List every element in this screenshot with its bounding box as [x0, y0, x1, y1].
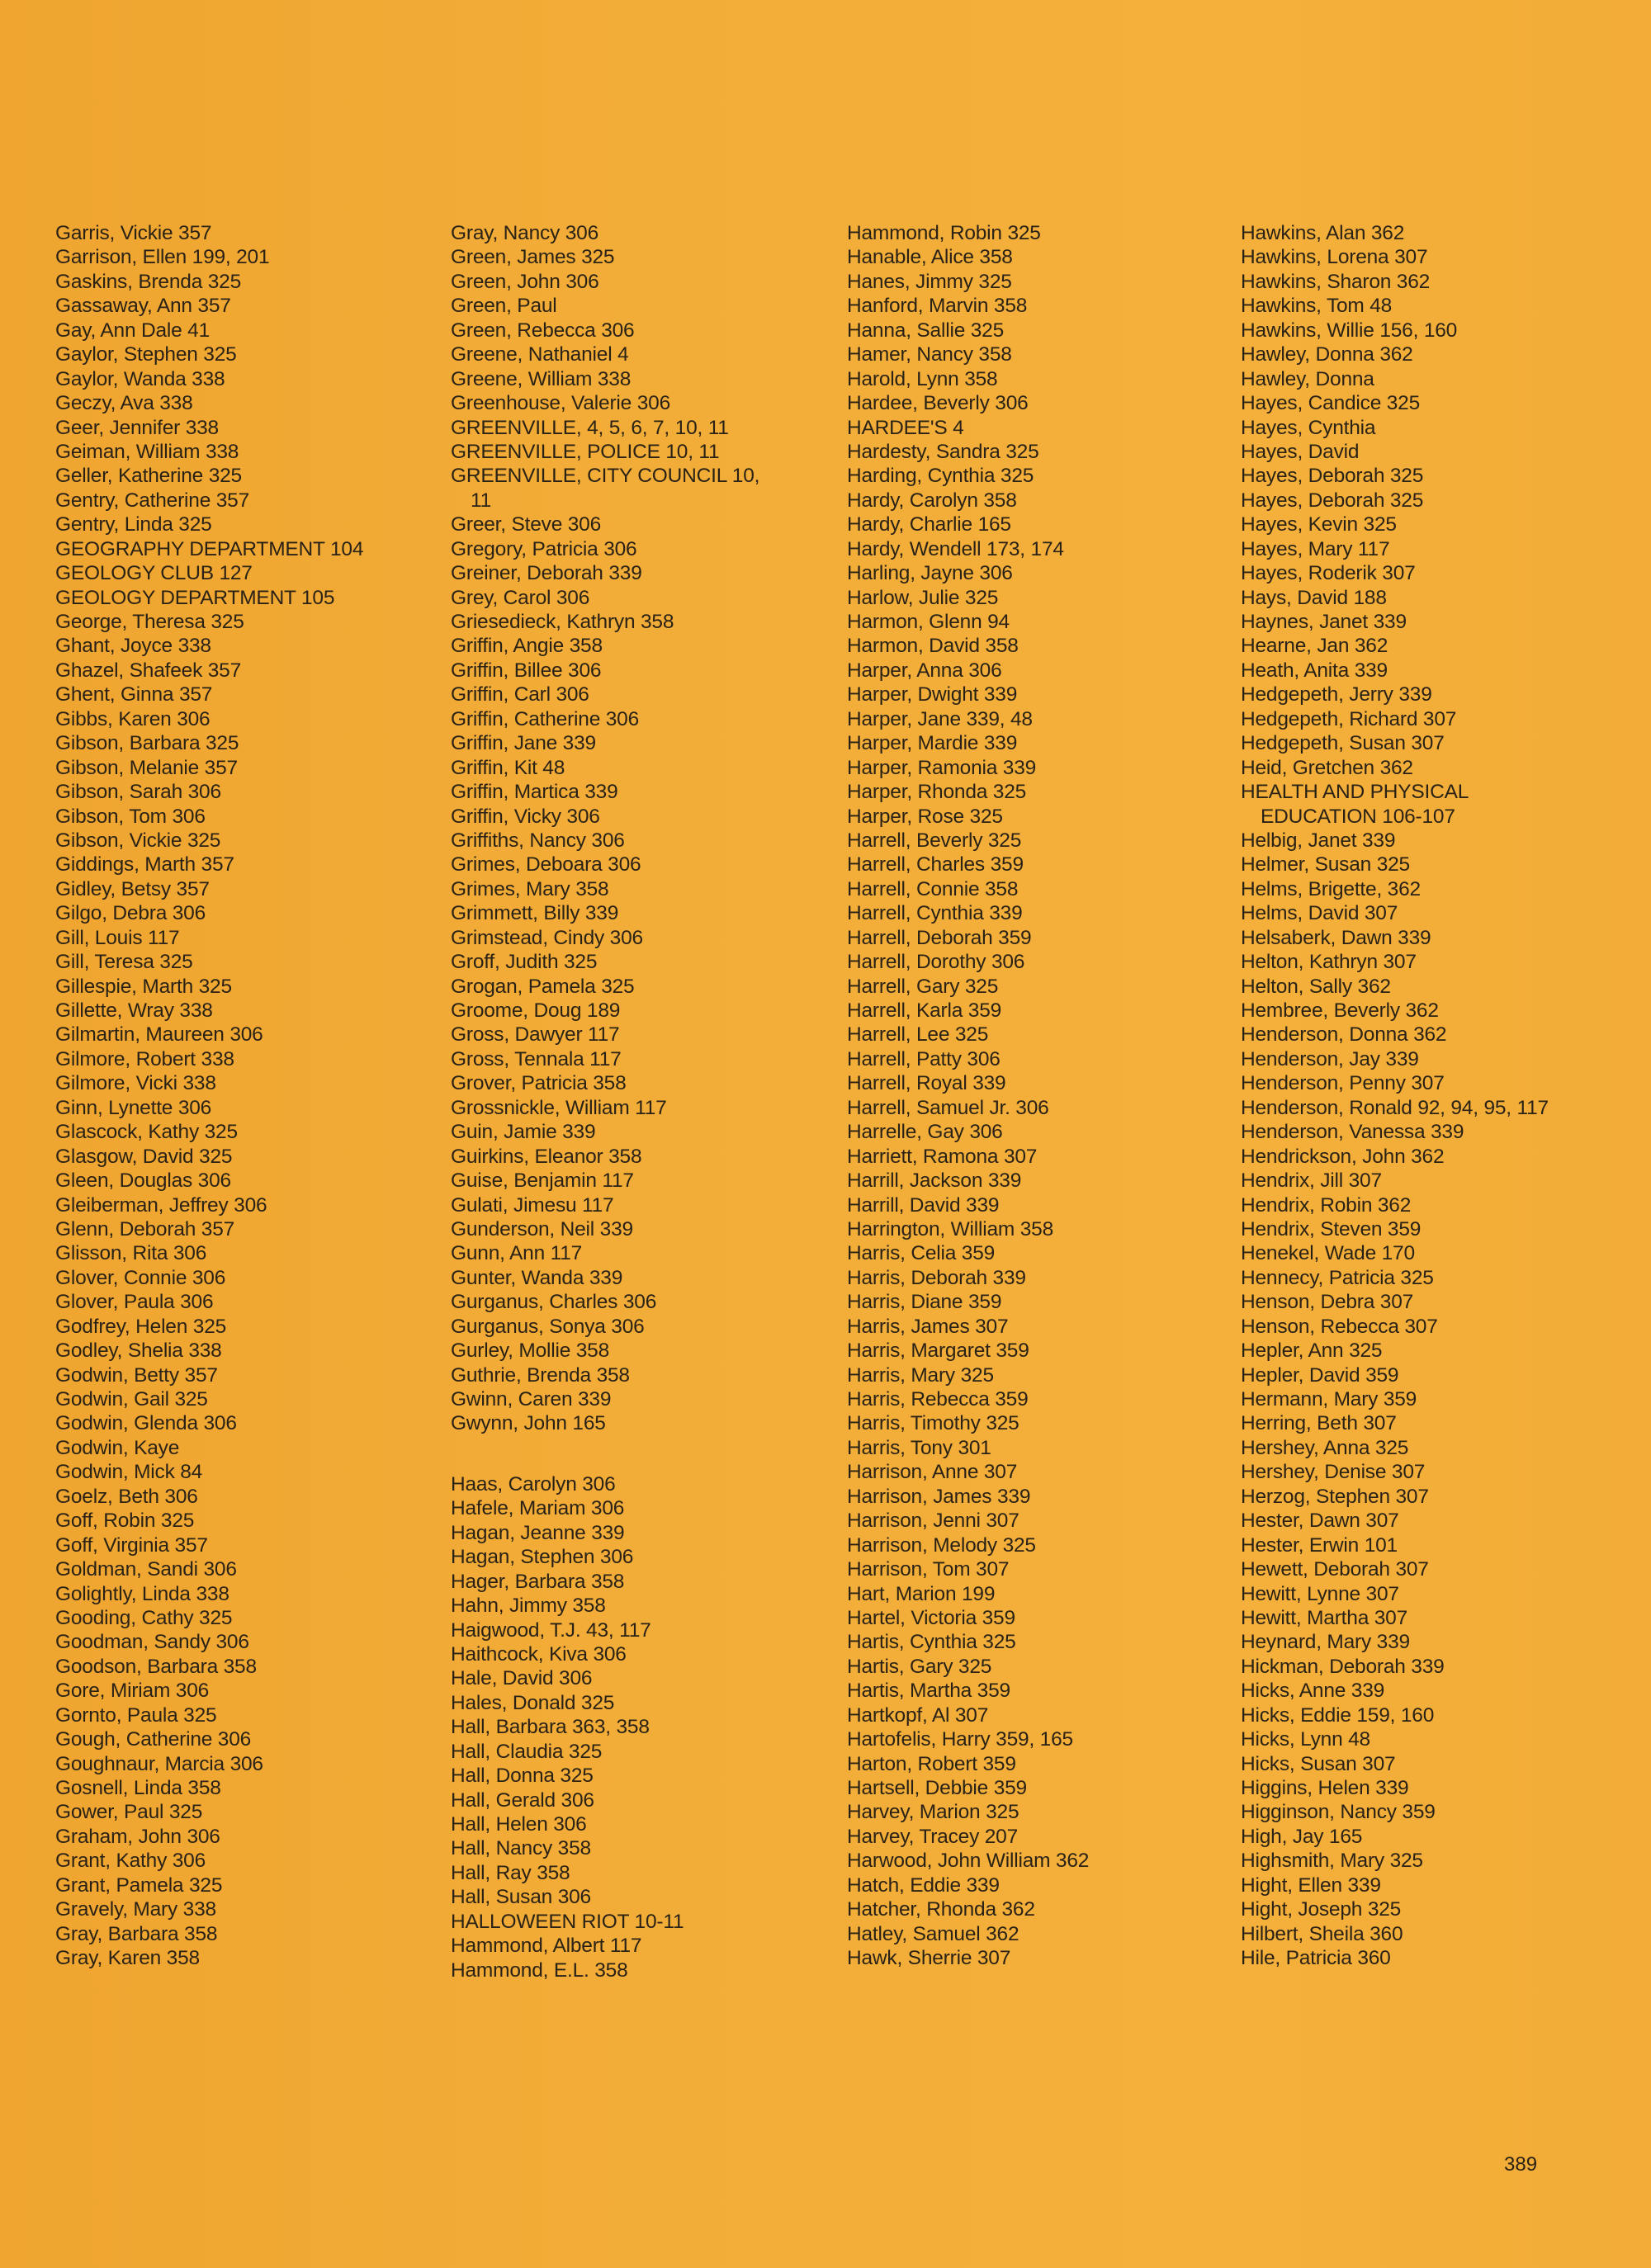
index-entry: Hager, Barbara 358: [451, 1570, 625, 1593]
index-entry: Harrison, Anne 307: [847, 1461, 1018, 1484]
index-entry: Garrison, Ellen 199, 201: [55, 246, 270, 269]
index-entry: Greer, Steve 306: [451, 513, 602, 536]
index-entry: Greenhouse, Valerie 306: [451, 392, 670, 415]
index-entry: Geller, Katherine 325: [55, 465, 242, 488]
index-entry: Harding, Cynthia 325: [847, 465, 1034, 488]
index-entry: Hagan, Stephen 306: [451, 1546, 634, 1569]
index-entry: Gunderson, Neil 339: [451, 1217, 633, 1240]
index-entry: Hilbert, Sheila 360: [1241, 1922, 1403, 1945]
index-entry: Hall, Gerald 306: [451, 1788, 594, 1812]
index-entry: Helms, David 307: [1241, 902, 1398, 925]
index-entry: Harris, Mary 325: [847, 1363, 994, 1387]
index-entry: Greiner, Deborah 339: [451, 562, 642, 585]
index-entry: Hayes, Candice 325: [1241, 392, 1421, 415]
index-entry: Harper, Ramonia 339: [847, 756, 1037, 779]
index-entry: Gross, Tennala 117: [451, 1047, 622, 1070]
index-entry: EDUCATION 106-107: [1261, 805, 1455, 828]
index-entry: Hartel, Victoria 359: [847, 1606, 1015, 1629]
index-entry: Gulati, Jimesu 117: [451, 1193, 614, 1217]
index-entry: George, Theresa 325: [55, 611, 244, 633]
index-entry: Hicks, Eddie 159, 160: [1241, 1703, 1435, 1727]
index-entry: Hardy, Wendell 173, 174: [847, 537, 1064, 560]
index-entry: Henderson, Ronald 92, 94, 95, 117: [1241, 1096, 1549, 1119]
index-entry: Helton, Kathryn 307: [1241, 951, 1417, 974]
index-entry: Griffin, Angie 358: [451, 635, 603, 658]
index-entry: Hall, Barbara 363, 358: [451, 1716, 650, 1739]
page-number: 389: [1504, 2153, 1538, 2176]
index-entry: Geer, Jennifer 338: [55, 416, 219, 439]
index-entry: Ghant, Joyce 338: [55, 635, 211, 658]
index-entry: Hearne, Jan 362: [1241, 635, 1388, 658]
index-entry: Gough, Catherine 306: [55, 1728, 252, 1751]
index-entry: Gibson, Sarah 306: [55, 781, 221, 804]
index-entry: Harris, Margaret 359: [847, 1340, 1029, 1363]
index-entry: Harrell, Lee 325: [847, 1023, 989, 1047]
index-entry: Hammond, E.L. 358: [451, 1959, 628, 1982]
index-column-3: [847, 221, 1235, 1971]
index-entry: Greene, Nathaniel 4: [451, 343, 629, 366]
index-entry: Gill, Teresa 325: [55, 951, 193, 974]
index-entry: Herring, Beth 307: [1241, 1412, 1397, 1435]
index-entry: Hight, Joseph 325: [1241, 1898, 1402, 1921]
index-entry: Henson, Rebecca 307: [1241, 1315, 1438, 1338]
index-entry: Harris, Celia 359: [847, 1242, 996, 1265]
index-entry: Hayes, Deborah 325: [1241, 489, 1424, 512]
index-entry: Harvey, Tracey 207: [847, 1825, 1019, 1848]
index-entry: GEOGRAPHY DEPARTMENT 104: [55, 537, 364, 560]
index-entry: Harrill, Jackson 339: [847, 1169, 1022, 1193]
index-entry: Godley, Shelia 338: [55, 1340, 222, 1363]
index-entry: Hendrix, Jill 307: [1241, 1169, 1382, 1193]
index-entry: Gregory, Patricia 306: [451, 537, 637, 560]
index-entry: Harrelle, Gay 306: [847, 1121, 1003, 1144]
index-entry: Hepler, David 359: [1241, 1363, 1399, 1387]
index-entry: Guthrie, Brenda 358: [451, 1363, 630, 1387]
index-entry: Harper, Jane 339, 48: [847, 707, 1033, 730]
index-entry: Harrington, William 358: [847, 1217, 1054, 1240]
index-entry: Hayes, Deborah 325: [1241, 465, 1424, 488]
index-entry: Gravely, Mary 338: [55, 1898, 216, 1921]
index-entry: Glasgow, David 325: [55, 1145, 233, 1168]
index-entry: Hagan, Jeanne 339: [451, 1521, 625, 1544]
index-entry: Grant, Kathy 306: [55, 1850, 206, 1873]
index-entry: Harrell, Charles 359: [847, 853, 1024, 876]
index-entry: Harrell, Patty 306: [847, 1047, 1001, 1070]
index-entry: Goodman, Sandy 306: [55, 1631, 249, 1654]
index-entry: Hermann, Mary 359: [1241, 1388, 1417, 1410]
index-entry: Hatcher, Rhonda 362: [847, 1898, 1035, 1921]
index-entry: Haithcock, Kiva 306: [451, 1642, 627, 1666]
index-entry: Goff, Robin 325: [55, 1510, 195, 1533]
index-entry: Grey, Carol 306: [451, 586, 590, 609]
index-entry: GEOLOGY DEPARTMENT 105: [55, 586, 335, 609]
index-entry: HEALTH AND PHYSICAL: [1241, 781, 1469, 804]
index-entry: Harling, Jayne 306: [847, 562, 1013, 585]
index-entry: Hamer, Nancy 358: [847, 343, 1012, 366]
index-entry: Hall, Susan 306: [451, 1886, 591, 1909]
index-entry: Gilmore, Robert 338: [55, 1047, 234, 1070]
index-entry: Hanna, Sallie 325: [847, 319, 1005, 342]
index-entry: Harriett, Ramona 307: [847, 1145, 1038, 1168]
index-entry: Hendrix, Steven 359: [1241, 1217, 1422, 1240]
index-entry: HALLOWEEN RIOT 10-11: [451, 1910, 684, 1933]
index-entry: Hawkins, Sharon 362: [1241, 270, 1431, 293]
index-entry: Harrell, Dorothy 306: [847, 951, 1025, 974]
index-entry: Griffin, Martica 339: [451, 781, 618, 804]
index-entry: Gentry, Catherine 357: [55, 489, 250, 512]
index-entry: Helton, Sally 362: [1241, 975, 1391, 998]
index-entry: Hall, Nancy 358: [451, 1837, 591, 1860]
index-entry: Higgins, Helen 339: [1241, 1777, 1409, 1799]
index-entry: Hedgepeth, Jerry 339: [1241, 683, 1432, 706]
index-entry: Gooding, Cathy 325: [55, 1606, 233, 1629]
index-entry: GEOLOGY CLUB 127: [55, 562, 253, 585]
index-entry: Harrison, Melody 325: [847, 1533, 1036, 1557]
index-entry: Gray, Barbara 358: [55, 1922, 218, 1945]
index-entry: Gibson, Tom 306: [55, 805, 206, 828]
index-entry: Harris, Diane 359: [847, 1291, 1002, 1314]
index-entry: Hewitt, Martha 307: [1241, 1606, 1408, 1629]
index-entry: Harrell, Karla 359: [847, 999, 1002, 1022]
index-entry: Gaylor, Stephen 325: [55, 343, 237, 366]
index-entry: Grover, Patricia 358: [451, 1072, 627, 1095]
index-entry: Helms, Brigette, 362: [1241, 877, 1421, 900]
index-entry: Hembree, Beverly 362: [1241, 999, 1439, 1022]
index-entry: HARDEE'S 4: [847, 416, 964, 439]
index-entry: Gurley, Mollie 358: [451, 1340, 610, 1363]
index-entry: Hardy, Carolyn 358: [847, 489, 1017, 512]
index-entry: Hardy, Charlie 165: [847, 513, 1011, 536]
index-entry: Gurganus, Sonya 306: [451, 1315, 645, 1338]
index-entry: Hawkins, Willie 156, 160: [1241, 319, 1458, 342]
index-entry: Heynard, Mary 339: [1241, 1631, 1410, 1654]
index-entry: Gibson, Vickie 325: [55, 829, 221, 852]
index-entry: Hall, Ray 358: [451, 1861, 570, 1884]
index-entry: GREENVILLE, POLICE 10, 11: [451, 440, 720, 463]
index-entry: Grimes, Mary 358: [451, 877, 609, 900]
index-entry: Hawkins, Tom 48: [1241, 295, 1393, 318]
index-entry: Hayes, David: [1241, 440, 1360, 463]
index-entry: Highsmith, Mary 325: [1241, 1850, 1423, 1873]
index-entry: Hawley, Donna 362: [1241, 343, 1413, 366]
index-entry: Gentry, Linda 325: [55, 513, 212, 536]
index-entry: Harrison, James 339: [847, 1485, 1031, 1508]
index-entry: Godfrey, Helen 325: [55, 1315, 227, 1338]
index-entry: Hayes, Kevin 325: [1241, 513, 1397, 536]
index-entry: Goelz, Beth 306: [55, 1485, 198, 1508]
index-entry: Hartis, Gary 325: [847, 1655, 992, 1678]
index-entry: Golightly, Linda 338: [55, 1582, 229, 1605]
index-entry: Hickman, Deborah 339: [1241, 1655, 1445, 1678]
index-entry: Hall, Helen 306: [451, 1813, 587, 1836]
index-entry: Helmer, Susan 325: [1241, 853, 1410, 876]
index-entry: Gilmartin, Maureen 306: [55, 1023, 263, 1047]
index-entry: Hart, Marion 199: [847, 1582, 996, 1605]
index-entry: Gray, Nancy 306: [451, 222, 599, 244]
index-entry: Harris, Tony 301: [847, 1436, 991, 1459]
index-entry: Harlow, Julie 325: [847, 586, 999, 609]
index-entry: Gillespie, Marth 325: [55, 975, 232, 998]
section-gap: [451, 1436, 839, 1472]
index-entry: Gleiberman, Jeffrey 306: [55, 1193, 267, 1217]
index-entry: Hales, Donald 325: [451, 1691, 615, 1714]
index-entry: Hawkins, Lorena 307: [1241, 246, 1428, 269]
index-entry: Henson, Debra 307: [1241, 1291, 1414, 1314]
index-entry: Harton, Robert 359: [847, 1752, 1016, 1775]
index-entry: Hester, Dawn 307: [1241, 1510, 1399, 1533]
index-entry: Gurganus, Charles 306: [451, 1291, 657, 1314]
index-entry: Gay, Ann Dale 41: [55, 319, 211, 342]
index-entry: Gillette, Wray 338: [55, 999, 213, 1022]
index-entry: Hatch, Eddie 339: [847, 1873, 1000, 1897]
index-entry: Heid, Gretchen 362: [1241, 756, 1413, 779]
index-entry: Hawk, Sherrie 307: [847, 1947, 1011, 1970]
index-entry: Glisson, Rita 306: [55, 1242, 207, 1265]
index-entry: Glascock, Kathy 325: [55, 1121, 238, 1144]
index-entry: Grimstead, Cindy 306: [451, 926, 643, 949]
index-entry: Gross, Dawyer 117: [451, 1023, 620, 1047]
index-entry: Gosnell, Linda 358: [55, 1777, 221, 1799]
index-entry: Hanford, Marvin 358: [847, 295, 1028, 318]
index-entry: Green, John 306: [451, 270, 599, 293]
index-entry: Hall, Donna 325: [451, 1765, 594, 1788]
index-entry: Glover, Paula 306: [55, 1291, 214, 1314]
index-entry: Hicks, Anne 339: [1241, 1680, 1385, 1703]
index-entry: Hartis, Cynthia 325: [847, 1631, 1016, 1654]
index-entry: Giddings, Marth 357: [55, 853, 234, 876]
index-entry: Gilmore, Vicki 338: [55, 1072, 216, 1095]
index-entry: Groome, Doug 189: [451, 999, 621, 1022]
index-entry: Hatley, Samuel 362: [847, 1922, 1019, 1945]
index-entry: Haas, Carolyn 306: [451, 1472, 616, 1495]
index-entry: Glenn, Deborah 357: [55, 1217, 235, 1240]
index-column-1: [55, 221, 443, 1971]
index-entry: Hershey, Denise 307: [1241, 1461, 1426, 1484]
index-entry: Goff, Virginia 357: [55, 1533, 208, 1557]
index-entry: Hammond, Albert 117: [451, 1935, 642, 1958]
index-entry: Hartofelis, Harry 359, 165: [847, 1728, 1073, 1751]
index-entry: Hester, Erwin 101: [1241, 1533, 1398, 1557]
index-entry: Guin, Jamie 339: [451, 1121, 596, 1144]
index-entry: Harper, Rhonda 325: [847, 781, 1027, 804]
index-entry: Heath, Anita 339: [1241, 659, 1388, 682]
index-entry: Gibbs, Karen 306: [55, 707, 211, 730]
index-entry: Geiman, William 338: [55, 440, 239, 463]
index-entry: Hanable, Alice 358: [847, 246, 1013, 269]
index-entry: Hennecy, Patricia 325: [1241, 1266, 1434, 1289]
index-entry: Greene, William 338: [451, 367, 632, 390]
index-entry: Gower, Paul 325: [55, 1801, 203, 1824]
index-entry: Gilgo, Debra 306: [55, 902, 206, 925]
index-entry: Gray, Karen 358: [55, 1947, 200, 1970]
index-entry: Helbig, Janet 339: [1241, 829, 1396, 852]
index-entry: Hedgepeth, Richard 307: [1241, 707, 1457, 730]
index-column-4: [1241, 221, 1637, 1971]
index-entry: Hardee, Beverly 306: [847, 392, 1029, 415]
index-entry: Gaskins, Brenda 325: [55, 270, 242, 293]
index-entry: Hall, Claudia 325: [451, 1740, 603, 1763]
index-entry: Hedgepeth, Susan 307: [1241, 732, 1445, 755]
index-entry: Haigwood, T.J. 43, 117: [451, 1618, 651, 1642]
index-entry: Gleen, Douglas 306: [55, 1169, 231, 1193]
index-entry: Harrell, Cynthia 339: [847, 902, 1023, 925]
index-entry: Hammond, Robin 325: [847, 222, 1041, 244]
index-entry: Gibson, Melanie 357: [55, 756, 238, 779]
index-entry: GREENVILLE, 4, 5, 6, 7, 10, 11: [451, 416, 729, 439]
index-entry: Higginson, Nancy 359: [1241, 1801, 1436, 1824]
index-entry: Hartsell, Debbie 359: [847, 1777, 1027, 1799]
index-entry: Harper, Mardie 339: [847, 732, 1018, 755]
index-entry: Hahn, Jimmy 358: [451, 1595, 606, 1618]
index-entry: Hardesty, Sandra 325: [847, 440, 1039, 463]
index-entry: Henderson, Jay 339: [1241, 1047, 1419, 1070]
index-entry: Griffin, Kit 48: [451, 756, 565, 779]
index-entry: Green, Rebecca 306: [451, 319, 635, 342]
index-entry: Hewett, Deborah 307: [1241, 1558, 1429, 1581]
index-entry: Henderson, Vanessa 339: [1241, 1121, 1464, 1144]
index-entry: Harrell, Connie 358: [847, 877, 1019, 900]
index-entry: Grimes, Deboara 306: [451, 853, 641, 876]
index-entry: Ghent, Ginna 357: [55, 683, 213, 706]
index-entry: Hicks, Lynn 48: [1241, 1728, 1370, 1751]
index-entry: Gwinn, Caren 339: [451, 1388, 612, 1410]
index-entry: Harrell, Samuel Jr. 306: [847, 1096, 1049, 1119]
index-entry: Glover, Connie 306: [55, 1266, 226, 1289]
index-entry: High, Jay 165: [1241, 1825, 1363, 1848]
index-entry: Harris, James 307: [847, 1315, 1009, 1338]
index-entry: Geczy, Ava 338: [55, 392, 193, 415]
index-entry: Grimmett, Billy 339: [451, 902, 619, 925]
index-entry: Gibson, Barbara 325: [55, 732, 239, 755]
index-entry: Harrell, Gary 325: [847, 975, 999, 998]
index-entry: Grant, Pamela 325: [55, 1873, 223, 1897]
index-entry: Gaylor, Wanda 338: [55, 367, 225, 390]
index-entry: Gore, Miriam 306: [55, 1680, 210, 1703]
index-entry: Goldman, Sandi 306: [55, 1558, 237, 1581]
index-entry: GREENVILLE, CITY COUNCIL 10,: [451, 465, 760, 488]
index-entry: Gidley, Betsy 357: [55, 877, 210, 900]
index-entry: Harrison, Jenni 307: [847, 1510, 1019, 1533]
index-entry: Hawley, Donna: [1241, 367, 1374, 390]
index-entry: Harris, Rebecca 359: [847, 1388, 1029, 1410]
index-entry: Hartis, Martha 359: [847, 1680, 1010, 1703]
index-entry: Grogan, Pamela 325: [451, 975, 635, 998]
index-entry: Harper, Dwight 339: [847, 683, 1018, 706]
index-entry: Ghazel, Shafeek 357: [55, 659, 242, 682]
index-entry: Godwin, Mick 84: [55, 1461, 203, 1484]
index-entry: Gornto, Paula 325: [55, 1703, 217, 1727]
index-entry: 11: [471, 489, 492, 512]
index-entry: Godwin, Glenda 306: [55, 1412, 237, 1435]
index-entry: Hight, Ellen 339: [1241, 1873, 1381, 1897]
index-entry: Griffiths, Nancy 306: [451, 829, 625, 852]
index-entry: Henderson, Penny 307: [1241, 1072, 1445, 1095]
index-entry: Griffin, Carl 306: [451, 683, 589, 706]
index-entry: Herzog, Stephen 307: [1241, 1485, 1429, 1508]
index-entry: Hendrix, Robin 362: [1241, 1193, 1412, 1217]
index-entry: Hanes, Jimmy 325: [847, 270, 1012, 293]
index-entry: Guirkins, Eleanor 358: [451, 1145, 642, 1168]
index-entry: Harrell, Royal 339: [847, 1072, 1006, 1095]
index-entry: Godwin, Gail 325: [55, 1388, 208, 1410]
index-entry: Gill, Louis 117: [55, 926, 180, 949]
index-entry: Gunn, Ann 117: [451, 1242, 583, 1265]
index-entry: Griffin, Jane 339: [451, 732, 596, 755]
index-entry: Hays, David 188: [1241, 586, 1387, 609]
index-entry: Goodson, Barbara 358: [55, 1655, 257, 1678]
index-entry: Gassaway, Ann 357: [55, 295, 231, 318]
index-entry: Henderson, Donna 362: [1241, 1023, 1447, 1047]
index-entry: Harper, Anna 306: [847, 659, 1002, 682]
index-entry: Griffin, Billee 306: [451, 659, 602, 682]
index-entry: Griesedieck, Kathryn 358: [451, 611, 674, 633]
index-entry: Hayes, Mary 117: [1241, 537, 1390, 560]
index-entry: Hepler, Ann 325: [1241, 1340, 1383, 1363]
index-entry: Haynes, Janet 339: [1241, 611, 1407, 633]
index-entry: Graham, John 306: [55, 1825, 220, 1848]
index-entry: Ginn, Lynette 306: [55, 1096, 212, 1119]
index-entry: Groff, Judith 325: [451, 951, 598, 974]
index-entry: Hayes, Roderik 307: [1241, 562, 1416, 585]
index-entry: Hawkins, Alan 362: [1241, 222, 1405, 244]
index-entry: Hafele, Mariam 306: [451, 1497, 625, 1520]
index-entry: Goughnaur, Marcia 306: [55, 1752, 263, 1775]
index-column-2: [451, 221, 839, 1982]
index-entry: Green, James 325: [451, 246, 615, 269]
index-entry: Harrill, David 339: [847, 1193, 1000, 1217]
index-entry: Garris, Vickie 357: [55, 222, 212, 244]
index-entry: Harrell, Deborah 359: [847, 926, 1032, 949]
index-entry: Harris, Deborah 339: [847, 1266, 1026, 1289]
index-entry: Hershey, Anna 325: [1241, 1436, 1409, 1459]
index-entry: Henekel, Wade 170: [1241, 1242, 1415, 1265]
index-entry: Gwynn, John 165: [451, 1412, 606, 1435]
index-entry: Hale, David 306: [451, 1667, 593, 1690]
index-entry: Green, Paul: [451, 295, 557, 318]
index-entry: Hendrickson, John 362: [1241, 1145, 1445, 1168]
index-entry: Harper, Rose 325: [847, 805, 1003, 828]
index-entry: Harmon, David 358: [847, 635, 1019, 658]
index-entry: Harold, Lynn 358: [847, 367, 998, 390]
index-entry: Harrell, Beverly 325: [847, 829, 1022, 852]
index-entry: Harris, Timothy 325: [847, 1412, 1019, 1435]
index-entry: Hartkopf, Al 307: [847, 1703, 989, 1727]
index-entry: Guise, Benjamin 117: [451, 1169, 634, 1193]
index-entry: Gunter, Wanda 339: [451, 1266, 623, 1289]
index-entry: Harvey, Marion 325: [847, 1801, 1019, 1824]
index-entry: Hicks, Susan 307: [1241, 1752, 1396, 1775]
index-entry: Harmon, Glenn 94: [847, 611, 1010, 633]
index-entry: Hile, Patricia 360: [1241, 1947, 1391, 1970]
index-entry: Harrison, Tom 307: [847, 1558, 1010, 1581]
index-entry: Grossnickle, William 117: [451, 1096, 667, 1119]
index-entry: Hayes, Cynthia: [1241, 416, 1376, 439]
index-entry: Griffin, Vicky 306: [451, 805, 600, 828]
index-entry: Griffin, Catherine 306: [451, 707, 640, 730]
index-entry: Hewitt, Lynne 307: [1241, 1582, 1399, 1605]
index-entry: Harwood, John William 362: [847, 1850, 1090, 1873]
index-entry: Helsaberk, Dawn 339: [1241, 926, 1431, 949]
index-entry: Godwin, Kaye: [55, 1436, 180, 1459]
index-entry: Godwin, Betty 357: [55, 1363, 218, 1387]
